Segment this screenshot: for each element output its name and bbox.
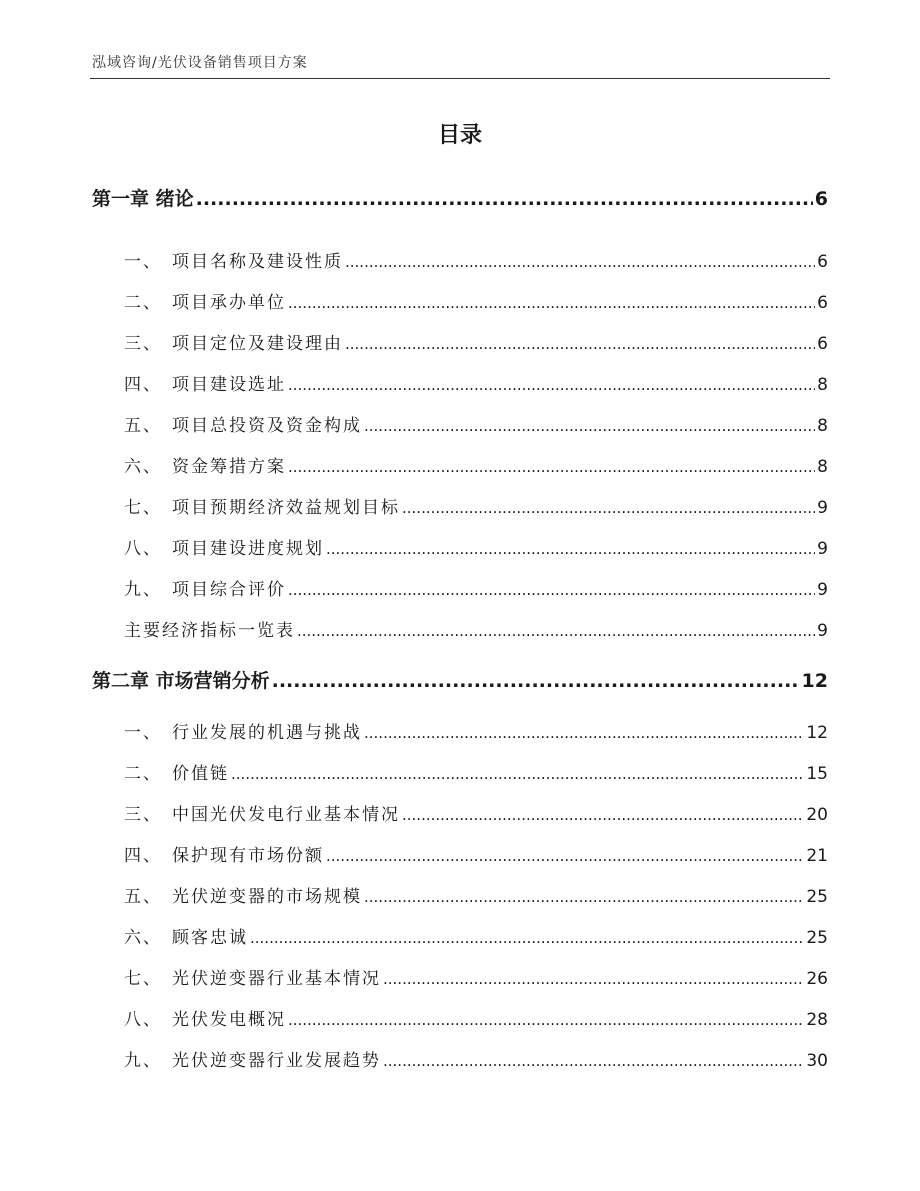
page-number: 8	[817, 375, 828, 395]
dot-leader	[288, 1011, 804, 1029]
dot-leader	[345, 335, 815, 353]
entry-number: 五、	[124, 887, 162, 907]
dot-leader	[383, 1052, 804, 1070]
page-number: 9	[817, 539, 828, 559]
entry-number: 九、	[124, 580, 162, 600]
dot-leader	[383, 970, 804, 988]
entry-title: 项目综合评价	[172, 580, 286, 600]
page-number: 9	[817, 580, 828, 600]
page-number: 6	[817, 252, 828, 272]
toc-entry[interactable]	[124, 452, 828, 477]
entry-number: 二、	[124, 764, 162, 784]
entry-number: 一、	[124, 723, 162, 743]
page-number: 25	[806, 928, 828, 948]
entry-number: 六、	[124, 928, 162, 948]
toc-entry[interactable]	[124, 923, 828, 948]
page-number: 8	[817, 457, 828, 477]
toc-entry[interactable]	[124, 882, 828, 907]
toc-entry[interactable]	[124, 718, 828, 743]
entry-number: 五、	[124, 416, 162, 436]
entry-title: 主要经济指标一览表	[124, 621, 295, 641]
toc-entry[interactable]	[124, 616, 828, 641]
toc-chapter-1[interactable]	[92, 184, 828, 211]
dot-leader	[326, 847, 804, 865]
entry-title: 光伏逆变器行业基本情况	[172, 969, 381, 989]
page-number: 25	[806, 887, 828, 907]
toc-title: 目录	[437, 123, 482, 148]
entry-title: 中国光伏发电行业基本情况	[172, 805, 400, 825]
toc-entry[interactable]	[124, 1005, 828, 1030]
entry-title: 光伏发电概况	[172, 1010, 286, 1030]
dot-leader	[326, 540, 815, 558]
dot-leader	[288, 581, 815, 599]
entry-number: 八、	[124, 539, 162, 559]
dot-leader	[345, 253, 815, 271]
dot-leader	[288, 294, 815, 312]
running-header: 泓域咨询/光伏设备销售项目方案	[92, 55, 308, 71]
entry-title: 项目名称及建设性质	[172, 252, 343, 272]
toc-entry[interactable]	[124, 370, 828, 395]
toc-entry[interactable]	[124, 534, 828, 559]
entry-title: 资金筹措方案	[172, 457, 286, 477]
entry-title: 光伏逆变器行业发展趋势	[172, 1051, 381, 1071]
dot-leader	[402, 806, 804, 824]
entry-number: 三、	[124, 334, 162, 354]
dot-leader	[288, 458, 815, 476]
page-number: 6	[817, 293, 828, 313]
dot-leader	[231, 765, 804, 783]
page-number: 9	[817, 621, 828, 641]
entry-title: 项目定位及建设理由	[172, 334, 343, 354]
entry-number: 三、	[124, 805, 162, 825]
entry-title: 价值链	[172, 764, 229, 784]
entry-number: 七、	[124, 498, 162, 518]
page-number: 9	[817, 498, 828, 518]
page-number: 26	[806, 969, 828, 989]
entry-number: 二、	[124, 293, 162, 313]
entry-title: 项目预期经济效益规划目标	[172, 498, 400, 518]
entry-title: 顾客忠诚	[172, 928, 248, 948]
dot-leader	[288, 376, 815, 394]
toc-entry[interactable]	[124, 1046, 828, 1071]
toc-entry[interactable]	[124, 288, 828, 313]
page-number: 12	[801, 670, 828, 692]
toc-entry[interactable]	[124, 759, 828, 784]
chapter-title: 第一章 绪论	[92, 188, 194, 210]
entry-number: 四、	[124, 846, 162, 866]
chapter-title: 第二章 市场营销分析	[92, 670, 270, 692]
toc-entry[interactable]	[124, 329, 828, 354]
page-number: 30	[806, 1051, 828, 1071]
dot-leader	[364, 888, 804, 906]
toc-entry[interactable]	[124, 841, 828, 866]
dot-leader	[250, 929, 804, 947]
toc-entry[interactable]	[124, 411, 828, 436]
toc-entry[interactable]	[124, 493, 828, 518]
dot-leader	[364, 724, 804, 742]
dot-leader	[402, 499, 815, 517]
dot-leader	[196, 188, 813, 210]
entry-number: 四、	[124, 375, 162, 395]
toc-chapter-2[interactable]	[92, 666, 828, 693]
entry-title: 保护现有市场份额	[172, 846, 324, 866]
page-number: 8	[817, 416, 828, 436]
entry-title: 项目承办单位	[172, 293, 286, 313]
entry-title: 项目总投资及资金构成	[172, 416, 362, 436]
entry-number: 九、	[124, 1051, 162, 1071]
dot-leader	[297, 622, 815, 640]
dot-leader	[364, 417, 815, 435]
page-number: 28	[806, 1010, 828, 1030]
entry-number: 一、	[124, 252, 162, 272]
dot-leader	[272, 670, 800, 692]
toc-entry[interactable]	[124, 964, 828, 989]
page-number: 21	[806, 846, 828, 866]
page-number: 6	[814, 188, 828, 210]
page-number: 20	[806, 805, 828, 825]
page-number: 12	[806, 723, 828, 743]
entry-title: 项目建设选址	[172, 375, 286, 395]
entry-number: 七、	[124, 969, 162, 989]
entry-title: 项目建设进度规划	[172, 539, 324, 559]
toc-entry[interactable]	[124, 800, 828, 825]
entry-title: 行业发展的机遇与挑战	[172, 723, 362, 743]
entry-title: 光伏逆变器的市场规模	[172, 887, 362, 907]
entry-number: 八、	[124, 1010, 162, 1030]
toc-entry[interactable]	[124, 247, 828, 272]
page-number: 15	[806, 764, 828, 784]
entry-number: 六、	[124, 457, 162, 477]
page-number: 6	[817, 334, 828, 354]
toc-entry[interactable]	[124, 575, 828, 600]
